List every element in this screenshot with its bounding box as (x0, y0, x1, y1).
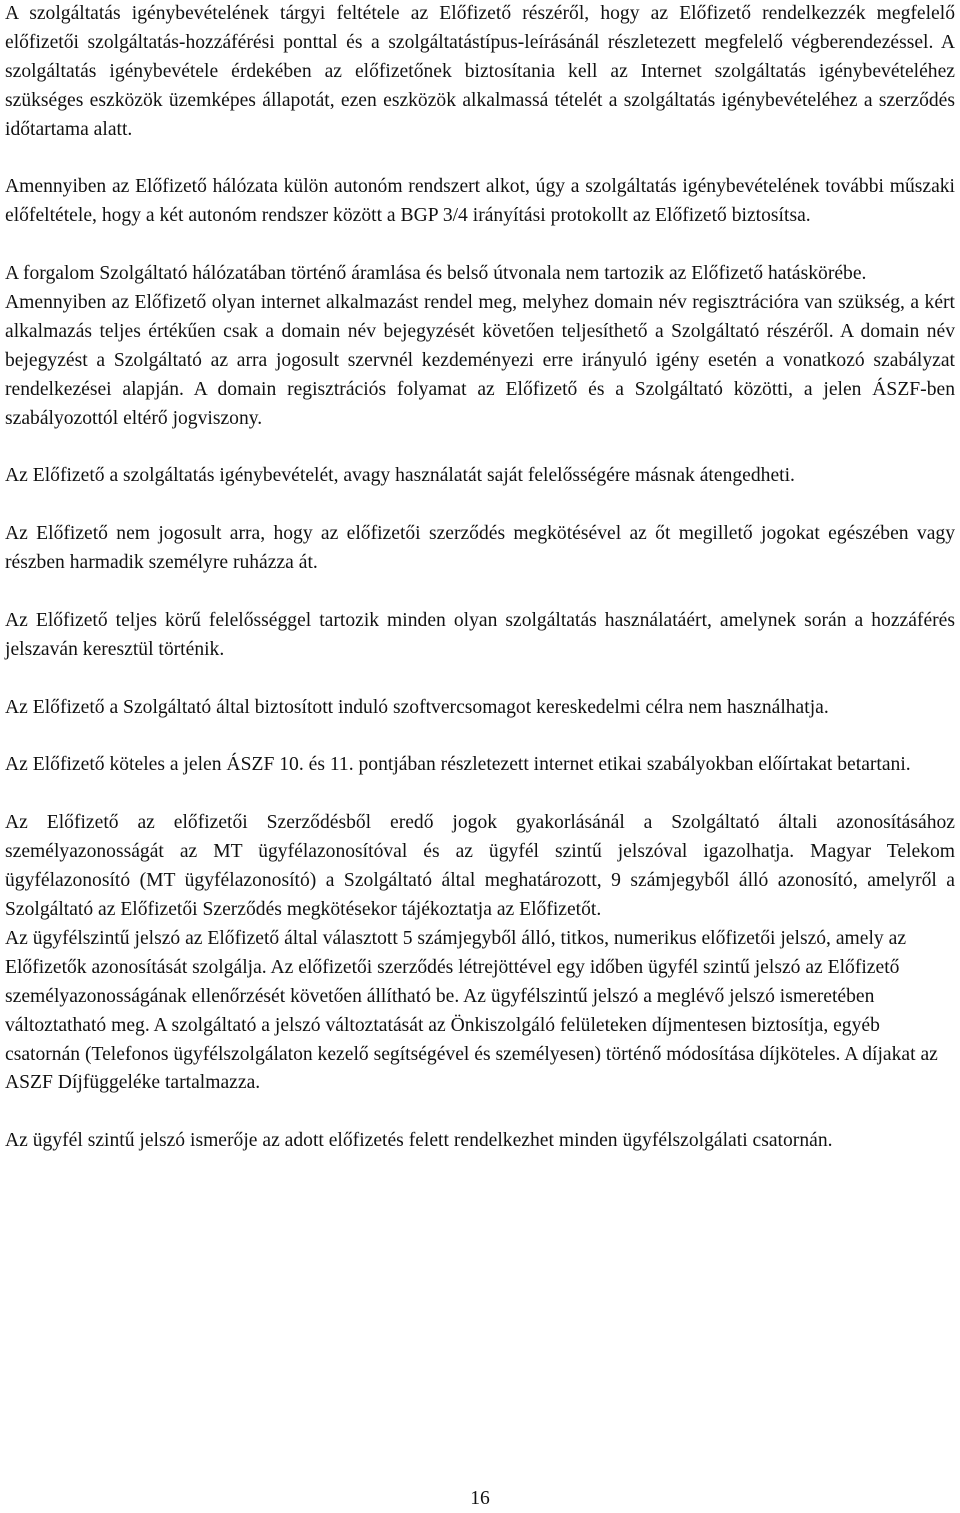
document-body (5, 0, 955, 1156)
paragraph-customer-identification: Az Előfizető az előfizetői Szerződésből eredő jogok gyakorlásánál a Szolgáltató általi azonosításához személyazonosságát az MT ügyfélazonosítóval és az ügyfél szintű jelszóval igazolhatja. Magyar Telekom ügyfélazonosító (MT ügyfélazonosító) a Szolgáltató által meghatározott, 9 számjegyből álló azonosító, amelyről a Szolgáltató az Előfizetői Szerződés megkötésekor tájékoztatja az Előfizetőt. (5, 812, 955, 920)
page-number: 16 (470, 1488, 490, 1509)
paragraph-domain-registration: Amennyiben az Előfizető olyan internet alkalmazást rendel meg, melyhez domain név regisztrációra van szükség, a kért alkalmazás teljes értékűen csak a domain név bejegyzését követően teljesíthető a Szolgáltató részéről. A domain név bejegyzést a Szolgáltató az arra jogosult szervnél kezdeményezi erre irányuló igény esetén a vonatkozó szabályzat rendelkezései alapján. A domain regisztrációs folyamat az Előfizető és a Szolgáltató közötti, a jelen ÁSZF-ben szabályozottól eltérő jogviszony. (5, 292, 955, 429)
paragraph-ethics-rules: Az Előfizető köteles a jelen ÁSZF 10. és 11. pontjában részletezett internet etikai szabályokban előírtakat betartani. (5, 754, 911, 776)
paragraph-service-transfer: Az Előfizető a szolgáltatás igénybevételét, avagy használatát saját felelősségére másnak átengedheti. (5, 465, 795, 487)
paragraph-traffic-routing: A forgalom Szolgáltató hálózatában történő áramlása és belső útvonala nem tartozik az Előfizető hatáskörébe. (5, 263, 867, 285)
paragraph-software-package: Az Előfizető a Szolgáltató által biztosított induló szoftvercsomagot kereskedelmi célra nem használhatja. (5, 696, 829, 718)
paragraph-rights-assignment: Az Előfizető nem jogosult arra, hogy az előfizetői szerződés megkötésével az őt megillető jogokat egészében vagy részben harmadik személyre ruházza át. (5, 523, 955, 574)
paragraph-liability: Az Előfizető teljes körű felelősséggel tartozik minden olyan szolgáltatás használatáért, amelynek során a hozzáférés jelszaván keresztül történik. (5, 609, 955, 660)
paragraph-customer-password: Az ügyfélszintű jelszó az Előfizető által választott 5 számjegyből álló, titkos, numerikus előfizetői jelszó, amely az Előfizetők azonosítását szolgálja. Az előfizetői szerződés létrejöttével egy időben ügyfél szintű jelszó az Előfizető személyazonosságának ellenőrzését követően állítható be. Az ügyfélszintű jelszó a meglévő jelszó ismeretében változtatható meg. A szolgáltató a jelszó változtatását az Önkiszolgáló felületeken díjmentesen biztosítja, egyéb csatornán (Telefonos ügyfélszolgálaton kezelő segítségével és személyesen) történő módosítása díjköteles. A díjakat az ASZF Díjfüggeléke tartalmazza. (5, 927, 938, 1094)
paragraph-password-holder: Az ügyfél szintű jelszó ismerője az adott előfizetés felett rendelkezhet minden ügyfélszolgálati csatornán. (5, 1130, 833, 1152)
paragraph-technical-conditions: A szolgáltatás igénybevételének tárgyi feltétele az Előfizető részéről, hogy az Előfizető rendelkezzék megfelelő előfizetői szolgáltatás-hozzáférési ponttal és a szolgáltatástípus-leírásánál részletezett megfelelő végberendezéssel. A szolgáltatás igénybevétele érdekében az előfizetőnek biztosítania kell az Internet szolgáltatás igénybevételéhez szükséges eszközök üzemképes állapotát, ezen eszközök alkalmassá tételét a szolgáltatás igénybevételéhez a szerződés időtartama alatt. (5, 3, 955, 140)
paragraph-autonomous-system: Amennyiben az Előfizető hálózata külön autonóm rendszert alkot, úgy a szolgáltatás igénybevételének további műszaki előfeltétele, hogy a két autonóm rendszer között a BGP 3/4 irányítási protokollt az Előfizető biztosítsa. (5, 176, 955, 227)
